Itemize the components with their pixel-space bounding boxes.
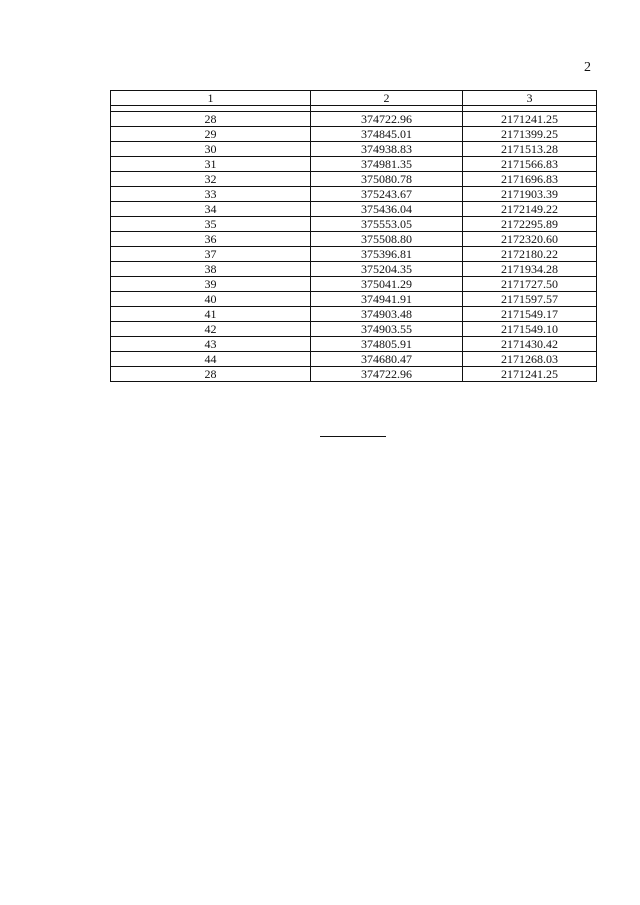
x-coordinate-cell: 374722.96 bbox=[311, 367, 463, 382]
x-coordinate-cell: 374981.35 bbox=[311, 157, 463, 172]
y-coordinate-cell: 2171903.39 bbox=[463, 187, 597, 202]
y-coordinate-cell: 2171241.25 bbox=[463, 367, 597, 382]
x-coordinate-cell: 375041.29 bbox=[311, 277, 463, 292]
point-number-cell: 32 bbox=[111, 172, 311, 187]
table-row bbox=[111, 277, 597, 292]
point-number-cell: 31 bbox=[111, 157, 311, 172]
y-coordinate-cell: 2172295.89 bbox=[463, 217, 597, 232]
table-row bbox=[111, 292, 597, 307]
y-coordinate-cell: 2171566.83 bbox=[463, 157, 597, 172]
point-number-cell: 30 bbox=[111, 142, 311, 157]
x-coordinate-cell: 375080.78 bbox=[311, 172, 463, 187]
point-number-cell: 28 bbox=[111, 367, 311, 382]
column-header-3: 3 bbox=[463, 91, 597, 106]
x-coordinate-cell: 375553.05 bbox=[311, 217, 463, 232]
y-coordinate-cell: 2171430.42 bbox=[463, 337, 597, 352]
y-coordinate-cell: 2171513.28 bbox=[463, 142, 597, 157]
x-coordinate-cell: 375204.35 bbox=[311, 262, 463, 277]
end-divider bbox=[320, 436, 386, 437]
point-number-cell: 34 bbox=[111, 202, 311, 217]
x-coordinate-cell: 375508.80 bbox=[311, 232, 463, 247]
table-row bbox=[111, 172, 597, 187]
x-coordinate-cell: 374903.48 bbox=[311, 307, 463, 322]
y-coordinate-cell: 2171934.28 bbox=[463, 262, 597, 277]
y-coordinate-cell: 2172180.22 bbox=[463, 247, 597, 262]
y-coordinate-cell: 2171549.10 bbox=[463, 322, 597, 337]
point-number-cell: 36 bbox=[111, 232, 311, 247]
point-number-cell: 39 bbox=[111, 277, 311, 292]
x-coordinate-cell: 374903.55 bbox=[311, 322, 463, 337]
x-coordinate-cell: 374722.96 bbox=[311, 112, 463, 127]
coordinates-table bbox=[110, 90, 597, 382]
x-coordinate-cell: 374845.01 bbox=[311, 127, 463, 142]
point-number-cell: 28 bbox=[111, 112, 311, 127]
x-coordinate-cell: 374938.83 bbox=[311, 142, 463, 157]
y-coordinate-cell: 2171399.25 bbox=[463, 127, 597, 142]
table-header-row bbox=[111, 91, 597, 106]
x-coordinate-cell: 374941.91 bbox=[311, 292, 463, 307]
point-number-cell: 44 bbox=[111, 352, 311, 367]
column-header-1: 1 bbox=[111, 91, 311, 106]
y-coordinate-cell: 2172320.60 bbox=[463, 232, 597, 247]
y-coordinate-cell: 2171727.50 bbox=[463, 277, 597, 292]
table-row bbox=[111, 337, 597, 352]
point-number-cell: 40 bbox=[111, 292, 311, 307]
y-coordinate-cell: 2171268.03 bbox=[463, 352, 597, 367]
point-number-cell: 37 bbox=[111, 247, 311, 262]
y-coordinate-cell: 2171241.25 bbox=[463, 112, 597, 127]
x-coordinate-cell: 375396.81 bbox=[311, 247, 463, 262]
table-row bbox=[111, 217, 597, 232]
table-row bbox=[111, 112, 597, 127]
table-row bbox=[111, 202, 597, 217]
x-coordinate-cell: 375436.04 bbox=[311, 202, 463, 217]
y-coordinate-cell: 2171549.17 bbox=[463, 307, 597, 322]
table-row bbox=[111, 262, 597, 277]
table-row bbox=[111, 352, 597, 367]
table-row bbox=[111, 157, 597, 172]
point-number-cell: 43 bbox=[111, 337, 311, 352]
table-row bbox=[111, 127, 597, 142]
x-coordinate-cell: 374680.47 bbox=[311, 352, 463, 367]
table-row bbox=[111, 367, 597, 382]
y-coordinate-cell: 2171597.57 bbox=[463, 292, 597, 307]
table-row bbox=[111, 247, 597, 262]
table-row bbox=[111, 142, 597, 157]
point-number-cell: 41 bbox=[111, 307, 311, 322]
table-row bbox=[111, 232, 597, 247]
point-number-cell: 38 bbox=[111, 262, 311, 277]
table-row bbox=[111, 187, 597, 202]
table-row bbox=[111, 307, 597, 322]
column-header-2: 2 bbox=[311, 91, 463, 106]
x-coordinate-cell: 375243.67 bbox=[311, 187, 463, 202]
page-number: 2 bbox=[584, 60, 591, 75]
point-number-cell: 35 bbox=[111, 217, 311, 232]
y-coordinate-cell: 2171696.83 bbox=[463, 172, 597, 187]
table-row bbox=[111, 322, 597, 337]
y-coordinate-cell: 2172149.22 bbox=[463, 202, 597, 217]
point-number-cell: 29 bbox=[111, 127, 311, 142]
point-number-cell: 33 bbox=[111, 187, 311, 202]
point-number-cell: 42 bbox=[111, 322, 311, 337]
x-coordinate-cell: 374805.91 bbox=[311, 337, 463, 352]
